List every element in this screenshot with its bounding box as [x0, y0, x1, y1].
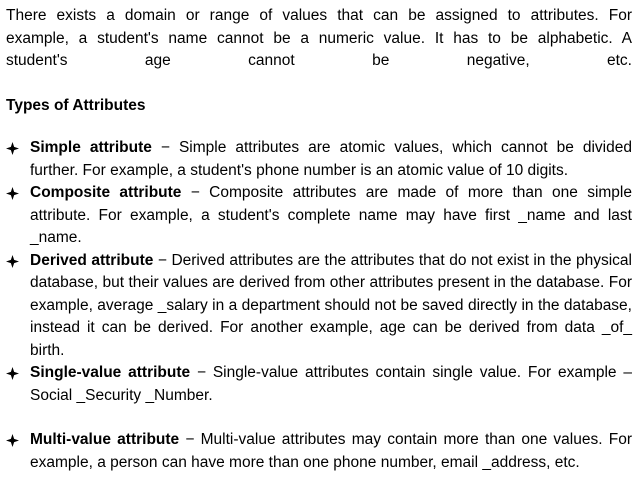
list-item: [6, 182, 632, 250]
attribute-description: − Simple attributes are atomic values, which cannot be divided further. For example, a student's phone number is an atomic value of 10 digits.: [30, 139, 632, 179]
attribute-description: − Single-value attributes contain single value. For example – Social _Security _Number.: [30, 364, 632, 404]
diamond-star-bullet-icon: [6, 142, 19, 155]
list-item: [6, 137, 632, 182]
intro-paragraph: [6, 5, 632, 73]
diamond-star-bullet-icon: [6, 187, 19, 200]
attribute-description: − Composite attributes are made of more than one simple attribute. For example, a student's complete name may have first _name and last _name.: [30, 184, 632, 246]
diamond-star-bullet-icon: [6, 255, 19, 268]
intro-line: There exists a domain or range of values that can be assigned to attributes. For: [6, 7, 632, 24]
list-item: [6, 250, 632, 363]
attribute-term: Simple attribute: [30, 139, 152, 156]
intro-line: student's age cannot be negative, etc.: [6, 52, 632, 69]
attribute-description: − Derived attributes are the attributes that do not exist in the physical database, but their values are derived from other attributes present in the database. For example, average _salary in a department should not be saved directly in the database, instead it can be derived. For another example, age can be derived from data _of_ birth.: [30, 251, 632, 359]
list-item: [6, 429, 632, 474]
attribute-term: Single-value attribute: [30, 364, 191, 381]
intro-line: example, a student's name cannot be a numeric value. It has to be alphabetic. A: [6, 29, 632, 47]
document-page: [6, 5, 632, 474]
attribute-term: Composite attribute: [30, 184, 182, 201]
attribute-list: [6, 137, 632, 474]
attribute-term: Multi-value attribute: [30, 431, 180, 448]
section-heading: Types of Attributes: [6, 96, 146, 114]
attribute-term: Derived attribute: [30, 251, 154, 269]
diamond-star-bullet-icon: [6, 434, 19, 447]
attribute-description: − Multi-value attributes may contain more than one values. For example, a person can have more than one phone number, email _address, etc.: [30, 431, 633, 471]
list-item: [6, 362, 632, 407]
diamond-star-bullet-icon: [6, 367, 19, 380]
